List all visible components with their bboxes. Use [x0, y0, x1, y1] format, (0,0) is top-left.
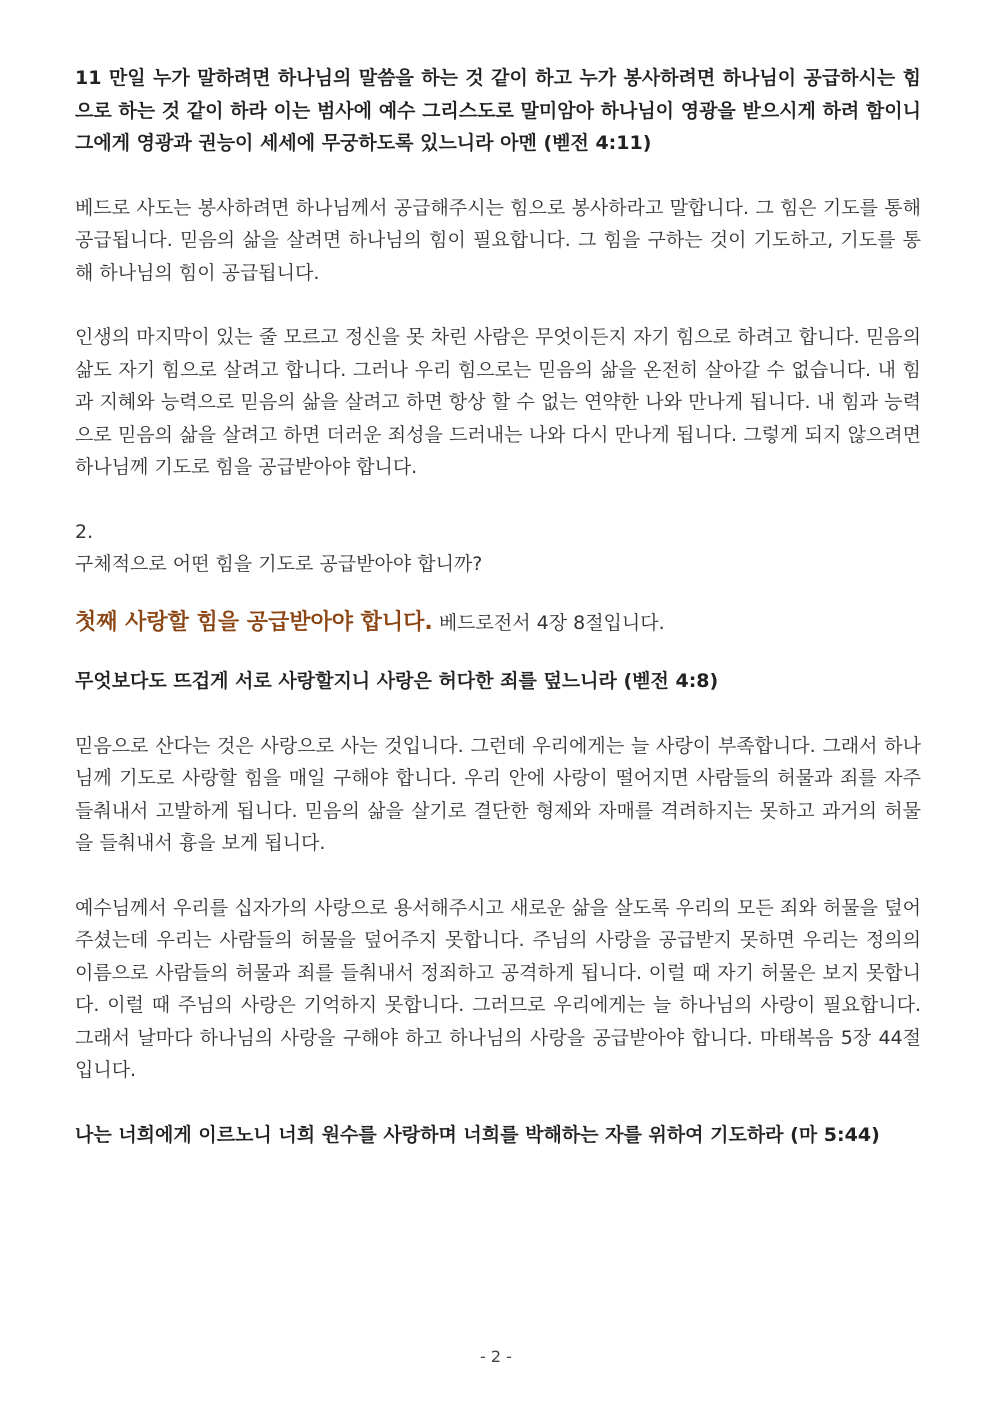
heading-highlight: 첫째 사랑할 힘을 공급받아야 합니다.	[75, 609, 433, 635]
document-body	[75, 62, 921, 1151]
page-number: - 2 -	[480, 1347, 512, 1366]
paragraph-covering-faults: 예수님께서 우리를 십자가의 사랑으로 용서해주시고 새로운 삶을 살도록 우리의 모든 죄와 허물을 덮어주셨는데 우리는 사람들의 허물을 덮어주지 못합니다. 주님의 사랑을 공급받지 못하면 우리는 정의의 이름으로 사람들의 허물과 죄를 들춰내서 정죄하고 공격하게 됩니다. 이럴 때 자기 허물은 보지 못합니다. 이럴 때 주님의 사랑은 기억하지 못합니다. 그러므로 우리에게는 늘 하나님의 사랑이 필요합니다. 그래서 날마다 하나님의 사랑을 구해야 하고 하나님의 사랑을 공급받아야 합니다. 마태복음 5장 44절입니다.	[75, 896, 921, 1081]
section-question: 구체적으로 어떤 힘을 기도로 공급받아야 합니까?	[75, 553, 483, 575]
verse-matthew-5-44: 나는 너희에게 이르노니 너희 원수를 사랑하며 너희를 박해하는 자를 위하여 기도하라 (마 5:44)	[75, 1123, 880, 1146]
paragraph-peter-serving: 베드로 사도는 봉사하려면 하나님께서 공급해주시는 힘으로 봉사하라고 말합니다. 그 힘은 기도를 통해 공급됩니다. 믿음의 삶을 살려면 하나님의 힘이 필요합니다. 그 힘을 구하는 것이 기도하고, 기도를 통해 하나님의 힘이 공급됩니다.	[75, 196, 921, 284]
paragraph-living-by-love: 믿음으로 산다는 것은 사랑으로 사는 것입니다. 그런데 우리에게는 늘 사랑이 부족합니다. 그래서 하나님께 기도로 사랑할 힘을 매일 구해야 합니다. 우리 안에 사랑이 떨어지면 사람들의 허물과 죄를 자주 들춰내서 고발하게 됩니다. 믿음의 삶을 살기로 결단한 형제와 자매를 격려하지는 못하고 과거의 허물을 들춰내서 흉을 보게 됩니다.	[75, 734, 921, 854]
paragraph-own-strength: 인생의 마지막이 있는 줄 모르고 정신을 못 차린 사람은 무엇이든지 자기 힘으로 하려고 합니다. 믿음의 삶도 자기 힘으로 살려고 합니다. 그러나 우리 힘으로는 믿음의 삶을 온전히 살아갈 수 없습니다. 내 힘과 지혜와 능력으로 믿음의 삶을 살려고 하면 항상 할 수 없는 연약한 나와 만나게 됩니다. 내 힘과 능력으로 믿음의 삶을 살려고 하면 더러운 죄성을 드러내는 나와 다시 만나게 됩니다. 그렇게 되지 않으려면 하나님께 기도로 힘을 공급받아야 합니다.	[75, 326, 921, 478]
verse-1-peter-4-8: 무엇보다도 뜨겁게 서로 사랑할지니 사랑은 허다한 죄를 덮느니라 (벧전 4:8)	[75, 670, 719, 692]
heading-reference: 베드로전서 4장 8절입니다.	[432, 611, 665, 634]
verse-1-peter-4-11: 11 만일 누가 말하려면 하나님의 말씀을 하는 것 같이 하고 누가 봉사하려면 하나님이 공급하시는 힘으로 하는 것 같이 하라 이는 범사에 예수 그리스도로 말미암아 하나님이 영광을 받으시게 하려 함이니 그에게 영광과 권능이 세세에 무궁하도록 있느니라 아멘 (벧전 4:11)	[75, 67, 921, 154]
section-number: 2.	[75, 520, 94, 543]
section-heading	[75, 607, 921, 640]
